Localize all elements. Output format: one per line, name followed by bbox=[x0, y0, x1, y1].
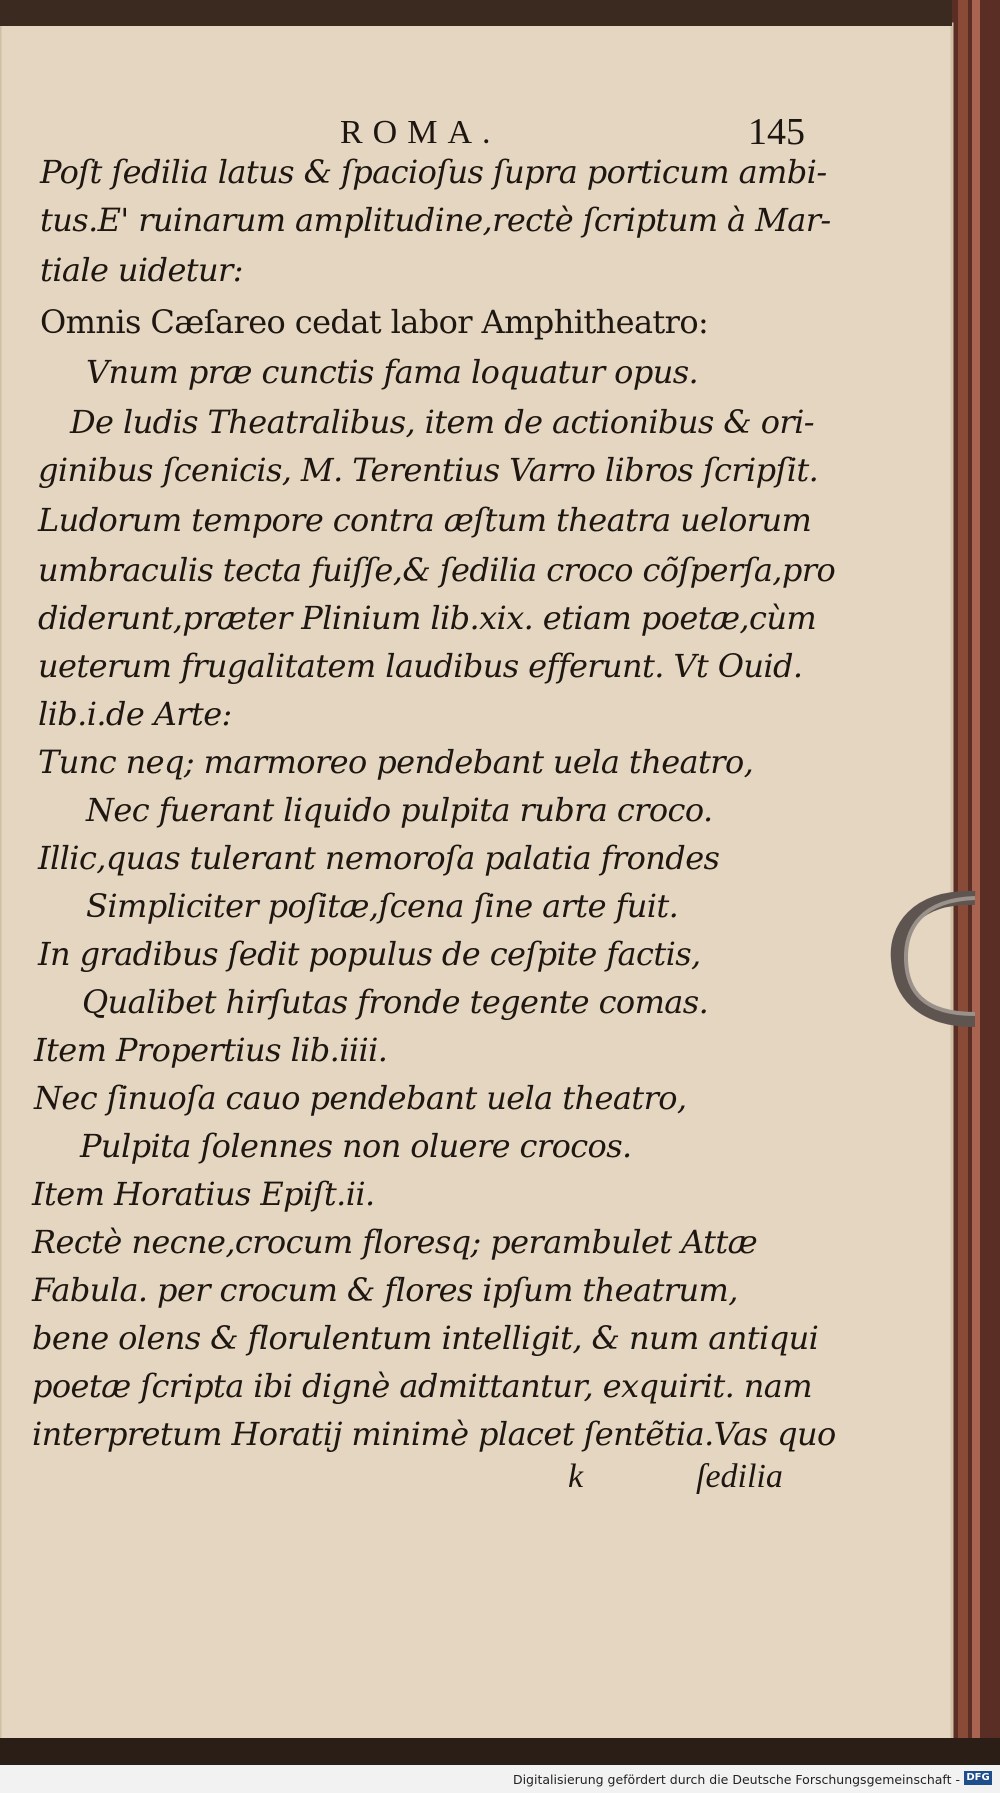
verse-line: In gradibus ſedit populus de ceſpite factis, bbox=[38, 935, 701, 973]
verse-line: Rectè necne,crocum floresq; perambulet Attæ bbox=[32, 1223, 758, 1261]
catchword: ſedilia bbox=[696, 1458, 783, 1495]
verse-line: Omnis Cæſareo cedat labor Amphitheatro: bbox=[40, 303, 709, 341]
text-line: diderunt,præter Plinium lib.xix. etiam poetæ,cùm bbox=[38, 599, 817, 637]
text-line: interpretum Horatij minimè placet ſentẽtia.Vas quo bbox=[32, 1415, 836, 1453]
verse-line: Tunc neq; marmoreo pendebant uela theatro, bbox=[38, 743, 754, 781]
text-line: ginibus ſcenicis, M. Terentius Varro libros ſcripſit. bbox=[38, 451, 819, 489]
verse-line: Nec ſinuoſa cauo pendebant uela theatro, bbox=[34, 1079, 687, 1117]
text-line: De ludis Theatralibus, item de actionibus & ori- bbox=[70, 403, 814, 441]
dfg-logo-icon: DFG bbox=[964, 1771, 992, 1785]
verse-line: Pulpita ſolennes non oluere crocos. bbox=[80, 1127, 632, 1165]
signature-mark: k bbox=[568, 1458, 584, 1495]
text-line: Fabula. per crocum & flores ipſum theatrum, bbox=[32, 1271, 738, 1309]
text-line: bene olens & florulentum intelligit, & num antiqui bbox=[32, 1319, 819, 1357]
verse-line: Simpliciter poſitæ,ſcena ſine arte fuit. bbox=[86, 887, 679, 925]
text-line: Poſt ſedilia latus & ſpacioſus ſupra porticum ambi- bbox=[40, 153, 827, 191]
verse-line: Nec fuerant liquido pulpita rubra croco. bbox=[86, 791, 713, 829]
text-line: Item Horatius Epiſt.ii. bbox=[32, 1175, 375, 1213]
running-head: ROMA. bbox=[340, 114, 501, 151]
verse-line: Qualibet hirſutas fronde tegente comas. bbox=[82, 983, 709, 1021]
text-line: umbraculis tecta fuiſſe,& ſedilia croco cõſperſa,pro bbox=[38, 551, 836, 589]
page-number: 145 bbox=[748, 111, 805, 153]
digitization-footer bbox=[0, 1765, 1000, 1793]
text-line: lib.i.de Arte: bbox=[38, 695, 232, 733]
text-line: poetæ ſcripta ibi dignè admittantur, exquirit. nam bbox=[32, 1367, 812, 1405]
verse-line: Vnum præ cunctis fama loquatur opus. bbox=[86, 353, 699, 391]
footer-text: Digitalisierung gefördert durch die Deutsche Forschungsgemeinschaft - bbox=[512, 1772, 960, 1787]
text-line: Ludorum tempore contra æſtum theatra uelorum bbox=[38, 501, 812, 539]
text-line: tiale uidetur: bbox=[40, 251, 243, 289]
text-line: ueterum frugalitatem laudibus efferunt. Vt Ouid. bbox=[38, 647, 803, 685]
verse-line: Illic,quas tulerant nemoroſa palatia frondes bbox=[38, 839, 720, 877]
text-line: tus.E' ruinarum amplitudine,rectè ſcriptum à Mar- bbox=[40, 201, 831, 239]
text-line: Item Propertius lib.iiii. bbox=[34, 1031, 388, 1069]
